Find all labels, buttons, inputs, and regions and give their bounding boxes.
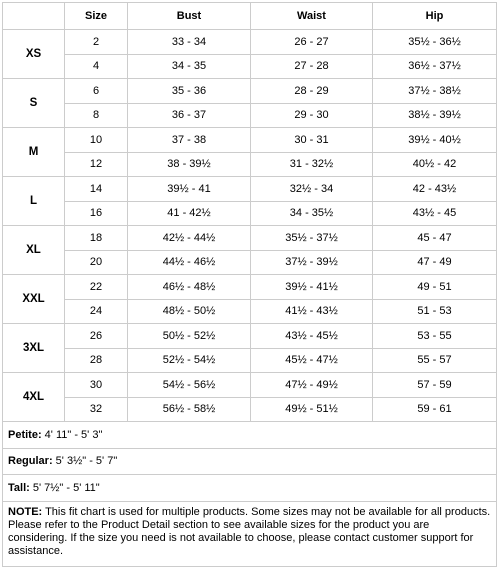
bust-range: 44½ - 46½ [128,250,251,275]
hip-range: 39½ - 40½ [373,128,497,153]
table-row [3,201,497,226]
bust-range: 41 - 42½ [128,201,251,226]
hip-range: 59 - 61 [373,397,497,422]
header-waist: Waist [251,3,373,30]
waist-range: 35½ - 37½ [251,226,373,251]
table-row [3,103,497,128]
height-row-regular [3,448,497,475]
hip-range: 42 - 43½ [373,177,497,202]
height-value: 5' 3½" - 5' 7" [52,455,118,468]
table-row [3,226,497,251]
hip-range: 43½ - 45 [373,201,497,226]
header-bust: Bust [128,3,251,30]
header-group [3,3,65,30]
waist-range: 32½ - 34 [251,177,373,202]
hip-range: 57 - 59 [373,373,497,398]
height-value: 5' 7½" - 5' 11" [29,481,100,494]
waist-range: 43½ - 45½ [251,324,373,349]
waist-range: 29 - 30 [251,103,373,128]
size-number: 4 [65,54,128,79]
bust-range: 36 - 37 [128,103,251,128]
height-tall [3,475,497,502]
fit-chart-table [2,2,497,567]
bust-range: 35 - 36 [128,79,251,104]
hip-range: 38½ - 39½ [373,103,497,128]
hip-range: 35½ - 36½ [373,30,497,55]
size-group-label: S [3,79,65,128]
size-group-label: L [3,177,65,226]
waist-range: 47½ - 49½ [251,373,373,398]
waist-range: 45½ - 47½ [251,348,373,373]
bust-range: 33 - 34 [128,30,251,55]
hip-range: 51 - 53 [373,299,497,324]
hip-range: 53 - 55 [373,324,497,349]
table-row [3,177,497,202]
waist-range: 26 - 27 [251,30,373,55]
bust-range: 48½ - 50½ [128,299,251,324]
table-row [3,324,497,349]
bust-range: 54½ - 56½ [128,373,251,398]
bust-range: 46½ - 48½ [128,275,251,300]
bust-range: 42½ - 44½ [128,226,251,251]
table-row [3,348,497,373]
note-row [3,501,497,566]
size-group-label: M [3,128,65,177]
table-row [3,30,497,55]
bust-range: 50½ - 52½ [128,324,251,349]
height-row-petite [3,422,497,449]
size-number: 26 [65,324,128,349]
waist-range: 41½ - 43½ [251,299,373,324]
size-number: 24 [65,299,128,324]
size-number: 12 [65,152,128,177]
size-group-label: XS [3,30,65,79]
height-label: Regular: [8,455,53,468]
table-row [3,250,497,275]
size-number: 16 [65,201,128,226]
table-row [3,397,497,422]
header-row [3,3,497,30]
waist-range: 37½ - 39½ [251,250,373,275]
table-row [3,128,497,153]
bust-range: 39½ - 41 [128,177,251,202]
table-row [3,79,497,104]
size-number: 20 [65,250,128,275]
waist-range: 49½ - 51½ [251,397,373,422]
bust-range: 56½ - 58½ [128,397,251,422]
hip-range: 40½ - 42 [373,152,497,177]
size-group-label: 3XL [3,324,65,373]
note-label: NOTE: [8,505,43,518]
height-petite [3,422,497,449]
hip-range: 45 - 47 [373,226,497,251]
size-number: 32 [65,397,128,422]
hip-range: 55 - 57 [373,348,497,373]
table-row [3,152,497,177]
size-number: 14 [65,177,128,202]
size-number: 2 [65,30,128,55]
height-label: Tall: [8,481,30,494]
waist-range: 34 - 35½ [251,201,373,226]
waist-range: 39½ - 41½ [251,275,373,300]
hip-range: 47 - 49 [373,250,497,275]
header-hip: Hip [373,3,497,30]
size-number: 22 [65,275,128,300]
height-row-tall [3,475,497,502]
size-group-label: XL [3,226,65,275]
waist-range: 27 - 28 [251,54,373,79]
size-number: 10 [65,128,128,153]
waist-range: 30 - 31 [251,128,373,153]
note [3,501,497,566]
note-text: This fit chart is used for multiple products. Some sizes may not be available for all products. Please refer to the Product Detail section to see available sizes for the product you are considering. If the size you need is not available to choose, please contact customer support for assistance. [8,505,491,557]
height-regular [3,448,497,475]
hip-range: 49 - 51 [373,275,497,300]
size-number: 18 [65,226,128,251]
table-row [3,373,497,398]
bust-range: 37 - 38 [128,128,251,153]
table-row [3,54,497,79]
bust-range: 52½ - 54½ [128,348,251,373]
table-row [3,275,497,300]
table-row [3,299,497,324]
hip-range: 36½ - 37½ [373,54,497,79]
size-number: 8 [65,103,128,128]
bust-range: 38 - 39½ [128,152,251,177]
height-label: Petite: [8,428,42,441]
bust-range: 34 - 35 [128,54,251,79]
size-rows [3,30,497,422]
height-value: 4' 11" - 5' 3" [41,428,103,441]
hip-range: 37½ - 38½ [373,79,497,104]
size-group-label: 4XL [3,373,65,422]
size-number: 28 [65,348,128,373]
notes-section [3,422,497,567]
header-size: Size [65,3,128,30]
waist-range: 31 - 32½ [251,152,373,177]
size-group-label: XXL [3,275,65,324]
waist-range: 28 - 29 [251,79,373,104]
size-number: 6 [65,79,128,104]
size-number: 30 [65,373,128,398]
